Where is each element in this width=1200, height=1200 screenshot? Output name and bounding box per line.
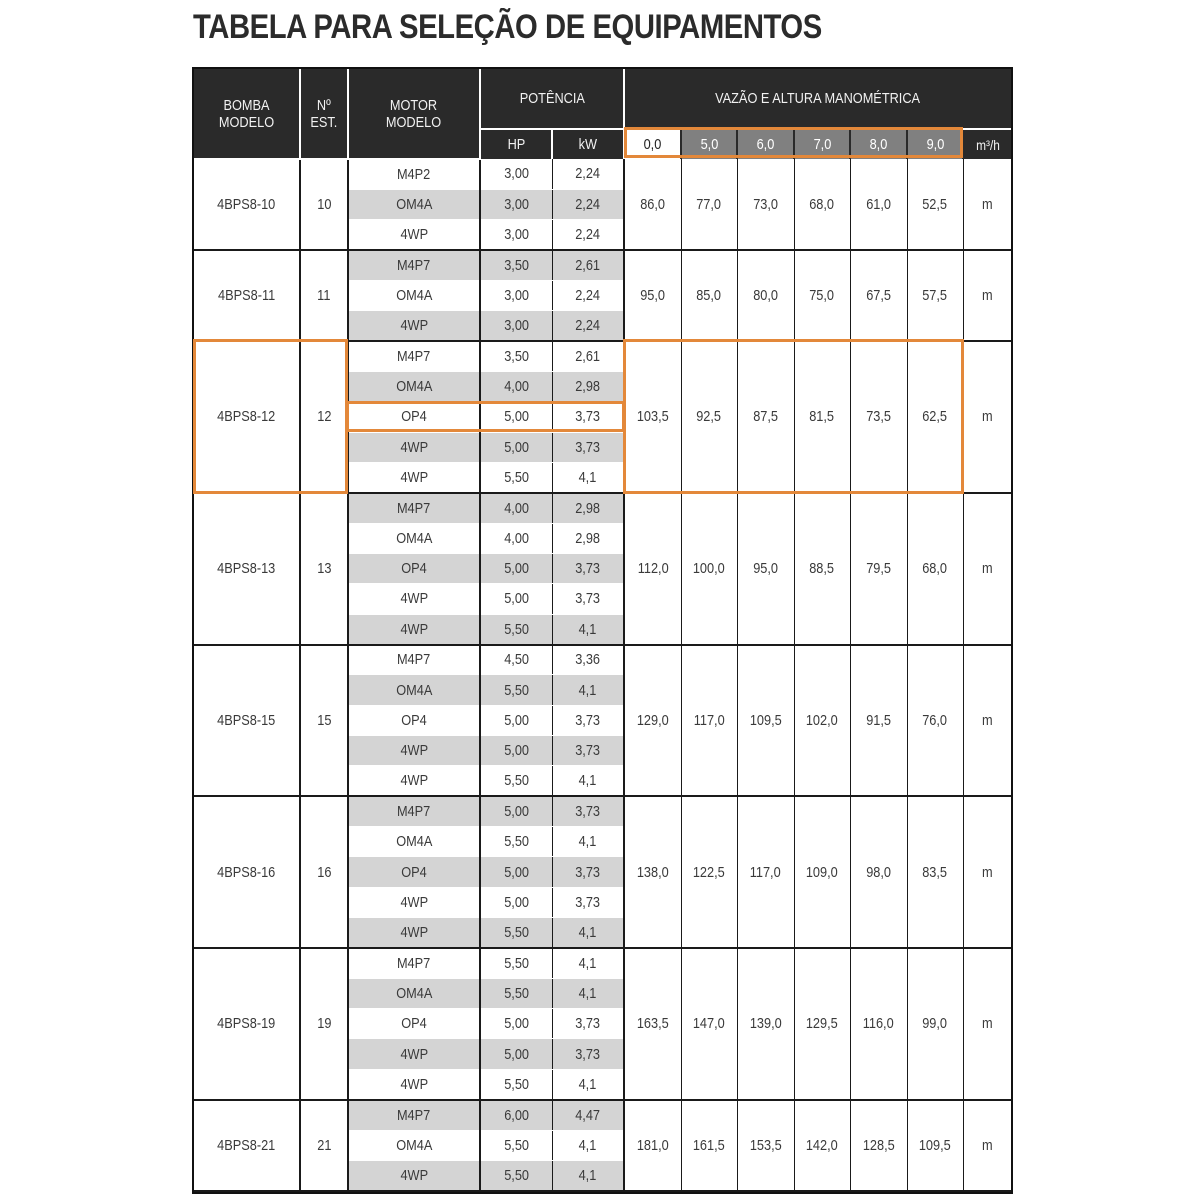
motor-model-cell: OM4A	[348, 827, 480, 857]
motor-model-cell: 4WP	[348, 918, 480, 948]
motor-model-cell: 4WP	[348, 1039, 480, 1069]
hp-cell: 5,50	[480, 1130, 552, 1160]
hp-cell: 5,00	[480, 402, 552, 432]
hp-cell: 5,50	[480, 1160, 552, 1191]
motor-model-cell: OP4	[348, 857, 480, 887]
hp-cell: 3,00	[480, 220, 552, 250]
hp-cell: 4,00	[480, 493, 552, 523]
head-value-cell: 76,0	[907, 645, 963, 797]
motor-model-cell: OP4	[348, 553, 480, 583]
kw-cell: 3,73	[552, 1009, 624, 1039]
motor-model-cell: M4P7	[348, 250, 480, 280]
kw-cell: 2,98	[552, 371, 624, 401]
motor-model-cell: OM4A	[348, 675, 480, 705]
head-value-cell: 139,0	[737, 948, 794, 1100]
header-kw: kW	[552, 129, 624, 159]
pump-model-cell: 4BPS8-21	[194, 1100, 300, 1191]
stages-cell: 15	[300, 645, 348, 797]
kw-cell: 3,73	[552, 705, 624, 735]
selection-table	[194, 69, 1011, 1192]
stages-cell: 21	[300, 1100, 348, 1191]
kw-cell: 2,61	[552, 341, 624, 371]
stages-cell: 16	[300, 796, 348, 948]
head-value-cell: 142,0	[794, 1100, 850, 1191]
head-value-cell: 109,5	[737, 645, 794, 797]
motor-model-cell: 4WP	[348, 614, 480, 644]
head-value-cell: 75,0	[794, 250, 850, 341]
head-value-cell: 99,0	[907, 948, 963, 1100]
hp-cell: 3,50	[480, 341, 552, 371]
table-row	[194, 341, 1011, 371]
kw-cell: 3,73	[552, 736, 624, 766]
kw-cell: 3,73	[552, 584, 624, 614]
flow-header: 0,0	[624, 129, 681, 159]
motor-model-cell: OP4	[348, 705, 480, 735]
stages-cell: 19	[300, 948, 348, 1100]
kw-cell: 4,47	[552, 1100, 624, 1130]
table-row	[194, 250, 1011, 280]
kw-cell: 3,73	[552, 857, 624, 887]
kw-cell: 3,36	[552, 645, 624, 675]
hp-cell: 5,50	[480, 614, 552, 644]
motor-model-cell: OM4A	[348, 280, 480, 310]
pump-model-cell: 4BPS8-10	[194, 159, 300, 250]
kw-cell: 3,73	[552, 553, 624, 583]
head-value-cell: 181,0	[624, 1100, 681, 1191]
hp-cell: 5,50	[480, 827, 552, 857]
hp-cell: 5,00	[480, 432, 552, 462]
hp-cell: 5,00	[480, 887, 552, 917]
hp-cell: 5,00	[480, 553, 552, 583]
hp-cell: 5,00	[480, 736, 552, 766]
head-value-cell: 79,5	[850, 493, 907, 645]
table-row	[194, 159, 1011, 189]
pump-model-cell: 4BPS8-12	[194, 341, 300, 493]
hp-cell: 3,00	[480, 311, 552, 341]
head-value-cell: 83,5	[907, 796, 963, 948]
hp-cell: 5,00	[480, 1039, 552, 1069]
header-motor-modelo: MOTOR MODELO	[348, 69, 480, 159]
head-value-cell: 163,5	[624, 948, 681, 1100]
head-value-cell: 68,0	[794, 159, 850, 250]
stages-cell: 12	[300, 341, 348, 493]
hp-cell: 5,00	[480, 705, 552, 735]
head-value-cell: 95,0	[737, 493, 794, 645]
hp-cell: 5,00	[480, 584, 552, 614]
head-value-cell: 62,5	[907, 341, 963, 493]
head-value-cell: 117,0	[681, 645, 737, 797]
pump-model-cell: 4BPS8-19	[194, 948, 300, 1100]
unit-cell: m	[963, 159, 1011, 250]
motor-model-cell: OM4A	[348, 371, 480, 401]
kw-cell: 4,1	[552, 1069, 624, 1099]
head-value-cell: 95,0	[624, 250, 681, 341]
pump-model-cell: 4BPS8-15	[194, 645, 300, 797]
head-value-cell: 153,5	[737, 1100, 794, 1191]
hp-cell: 3,50	[480, 250, 552, 280]
head-value-cell: 122,5	[681, 796, 737, 948]
kw-cell: 3,73	[552, 402, 624, 432]
head-value-cell: 81,5	[794, 341, 850, 493]
unit-cell: m	[963, 493, 1011, 645]
kw-cell: 3,73	[552, 1039, 624, 1069]
header-vazao: VAZÃO E ALTURA MANOMÉTRICA	[624, 69, 1011, 129]
kw-cell: 4,1	[552, 827, 624, 857]
hp-cell: 5,50	[480, 675, 552, 705]
head-value-cell: 138,0	[624, 796, 681, 948]
hp-cell: 5,00	[480, 857, 552, 887]
head-value-cell: 87,5	[737, 341, 794, 493]
hp-cell: 5,50	[480, 766, 552, 796]
head-value-cell: 98,0	[850, 796, 907, 948]
head-value-cell: 161,5	[681, 1100, 737, 1191]
flow-header: 9,0	[907, 129, 963, 159]
head-value-cell: 129,0	[624, 645, 681, 797]
head-value-cell: 73,5	[850, 341, 907, 493]
table-row	[194, 1100, 1011, 1130]
unit-cell: m	[963, 796, 1011, 948]
kw-cell: 4,1	[552, 462, 624, 492]
head-value-cell: 86,0	[624, 159, 681, 250]
kw-cell: 4,1	[552, 675, 624, 705]
page-title: TABELA PARA SELEÇÃO DE EQUIPAMENTOS	[193, 8, 822, 46]
motor-model-cell: M4P7	[348, 645, 480, 675]
motor-model-cell: OP4	[348, 1009, 480, 1039]
head-value-cell: 91,5	[850, 645, 907, 797]
equipment-selection-table	[192, 67, 1013, 1194]
motor-model-cell: 4WP	[348, 311, 480, 341]
pump-model-cell: 4BPS8-16	[194, 796, 300, 948]
kw-cell: 4,1	[552, 918, 624, 948]
head-value-cell: 112,0	[624, 493, 681, 645]
table-row	[194, 948, 1011, 978]
motor-model-cell: 4WP	[348, 462, 480, 492]
motor-model-cell: 4WP	[348, 584, 480, 614]
motor-model-cell: M4P7	[348, 796, 480, 826]
table-row	[194, 645, 1011, 675]
kw-cell: 4,1	[552, 614, 624, 644]
kw-cell: 3,73	[552, 432, 624, 462]
head-value-cell: 73,0	[737, 159, 794, 250]
motor-model-cell: OM4A	[348, 978, 480, 1008]
hp-cell: 6,00	[480, 1100, 552, 1130]
head-value-cell: 109,0	[794, 796, 850, 948]
motor-model-cell: 4WP	[348, 736, 480, 766]
kw-cell: 4,1	[552, 1130, 624, 1160]
flow-header: 6,0	[737, 129, 794, 159]
flow-header: 5,0	[681, 129, 737, 159]
motor-model-cell: 4WP	[348, 1160, 480, 1191]
motor-model-cell: OM4A	[348, 523, 480, 553]
table-row	[194, 796, 1011, 826]
head-value-cell: 68,0	[907, 493, 963, 645]
pump-model-cell: 4BPS8-13	[194, 493, 300, 645]
flow-unit-header: m³/h	[963, 129, 1011, 159]
kw-cell: 2,98	[552, 493, 624, 523]
head-value-cell: 116,0	[850, 948, 907, 1100]
motor-model-cell: M4P7	[348, 948, 480, 978]
hp-cell: 5,00	[480, 1009, 552, 1039]
motor-model-cell: 4WP	[348, 432, 480, 462]
kw-cell: 3,73	[552, 887, 624, 917]
motor-model-cell: 4WP	[348, 220, 480, 250]
unit-cell: m	[963, 645, 1011, 797]
hp-cell: 3,00	[480, 159, 552, 189]
kw-cell: 4,1	[552, 948, 624, 978]
motor-model-cell: OP4	[348, 402, 480, 432]
motor-model-cell: 4WP	[348, 887, 480, 917]
head-value-cell: 67,5	[850, 250, 907, 341]
motor-model-cell: 4WP	[348, 766, 480, 796]
head-value-cell: 85,0	[681, 250, 737, 341]
unit-cell: m	[963, 948, 1011, 1100]
unit-cell: m	[963, 1100, 1011, 1191]
stages-cell: 11	[300, 250, 348, 341]
hp-cell: 4,00	[480, 371, 552, 401]
head-value-cell: 88,5	[794, 493, 850, 645]
header-n-est: Nº EST.	[300, 69, 348, 159]
head-value-cell: 109,5	[907, 1100, 963, 1191]
head-value-cell: 147,0	[681, 948, 737, 1100]
hp-cell: 5,50	[480, 948, 552, 978]
kw-cell: 3,73	[552, 796, 624, 826]
head-value-cell: 128,5	[850, 1100, 907, 1191]
table-row	[194, 493, 1011, 523]
kw-cell: 2,24	[552, 159, 624, 189]
hp-cell: 5,50	[480, 978, 552, 1008]
hp-cell: 3,00	[480, 280, 552, 310]
hp-cell: 5,50	[480, 918, 552, 948]
head-value-cell: 103,5	[624, 341, 681, 493]
head-value-cell: 100,0	[681, 493, 737, 645]
head-value-cell: 61,0	[850, 159, 907, 250]
hp-cell: 4,50	[480, 645, 552, 675]
head-value-cell: 102,0	[794, 645, 850, 797]
head-value-cell: 77,0	[681, 159, 737, 250]
kw-cell: 4,1	[552, 978, 624, 1008]
head-value-cell: 80,0	[737, 250, 794, 341]
motor-model-cell: M4P7	[348, 341, 480, 371]
kw-cell: 2,24	[552, 311, 624, 341]
head-value-cell: 117,0	[737, 796, 794, 948]
motor-model-cell: OM4A	[348, 189, 480, 219]
kw-cell: 2,24	[552, 280, 624, 310]
hp-cell: 5,50	[480, 462, 552, 492]
hp-cell: 4,00	[480, 523, 552, 553]
motor-model-cell: M4P2	[348, 159, 480, 189]
unit-cell: m	[963, 341, 1011, 493]
hp-cell: 5,50	[480, 1069, 552, 1099]
motor-model-cell: 4WP	[348, 1069, 480, 1099]
header-potencia: POTÊNCIA	[480, 69, 624, 129]
flow-header: 8,0	[850, 129, 907, 159]
header-hp: HP	[480, 129, 552, 159]
kw-cell: 2,24	[552, 189, 624, 219]
kw-cell: 2,98	[552, 523, 624, 553]
header-bomba-modelo: BOMBA MODELO	[194, 69, 300, 159]
stages-cell: 13	[300, 493, 348, 645]
motor-model-cell: M4P7	[348, 493, 480, 523]
kw-cell: 2,61	[552, 250, 624, 280]
pump-model-cell: 4BPS8-11	[194, 250, 300, 341]
head-value-cell: 129,5	[794, 948, 850, 1100]
kw-cell: 4,1	[552, 766, 624, 796]
head-value-cell: 92,5	[681, 341, 737, 493]
hp-cell: 3,00	[480, 189, 552, 219]
hp-cell: 5,00	[480, 796, 552, 826]
flow-header: 7,0	[794, 129, 850, 159]
motor-model-cell: M4P7	[348, 1100, 480, 1130]
head-value-cell: 57,5	[907, 250, 963, 341]
motor-model-cell: OM4A	[348, 1130, 480, 1160]
kw-cell: 4,1	[552, 1160, 624, 1191]
stages-cell: 10	[300, 159, 348, 250]
kw-cell: 2,24	[552, 220, 624, 250]
head-value-cell: 52,5	[907, 159, 963, 250]
unit-cell: m	[963, 250, 1011, 341]
